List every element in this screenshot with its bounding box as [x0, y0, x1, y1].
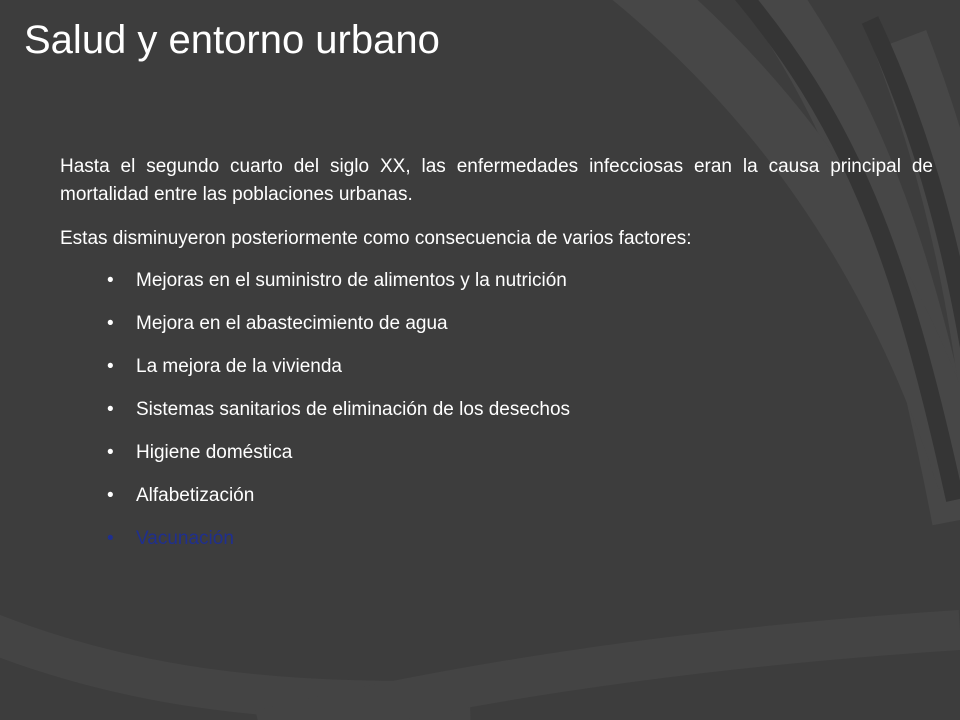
factor-item-highlighted [60, 525, 933, 568]
factor-text: Alfabetización [136, 485, 255, 506]
bullet-icon: • [107, 442, 114, 463]
factor-item [60, 482, 933, 525]
factor-item [60, 396, 933, 439]
factor-item [60, 439, 933, 482]
factor-text: Mejoras en el suministro de alimentos y la nutrición [136, 270, 567, 291]
factor-text: Sistemas sanitarios de eliminación de los desechos [136, 399, 571, 420]
factor-item [60, 310, 933, 353]
factor-text: La mejora de la vivienda [136, 356, 342, 377]
factor-text: Vacunación [136, 528, 234, 549]
factors-paragraph: Estas disminuyeron posteriormente como consecuencia de varios factores: [60, 228, 692, 249]
intro-paragraph: Hasta el segundo cuarto del siglo XX, las enfermedades infecciosas eran la causa principal de mortalidad entre las poblaciones urbanas. [60, 156, 933, 205]
bullet-icon: • [107, 313, 114, 334]
bullet-icon: • [107, 399, 114, 420]
bullet-icon: • [107, 356, 114, 377]
factor-item [60, 267, 933, 310]
bullet-icon: • [107, 485, 114, 506]
bullet-icon: • [107, 270, 114, 291]
slide-body [60, 153, 933, 568]
factor-text: Mejora en el abastecimiento de agua [136, 313, 448, 334]
bullet-icon: • [107, 528, 114, 549]
factor-text: Higiene doméstica [136, 442, 293, 463]
factor-list [60, 267, 933, 568]
factor-item [60, 353, 933, 396]
slide-title: Salud y entorno urbano [24, 18, 440, 62]
